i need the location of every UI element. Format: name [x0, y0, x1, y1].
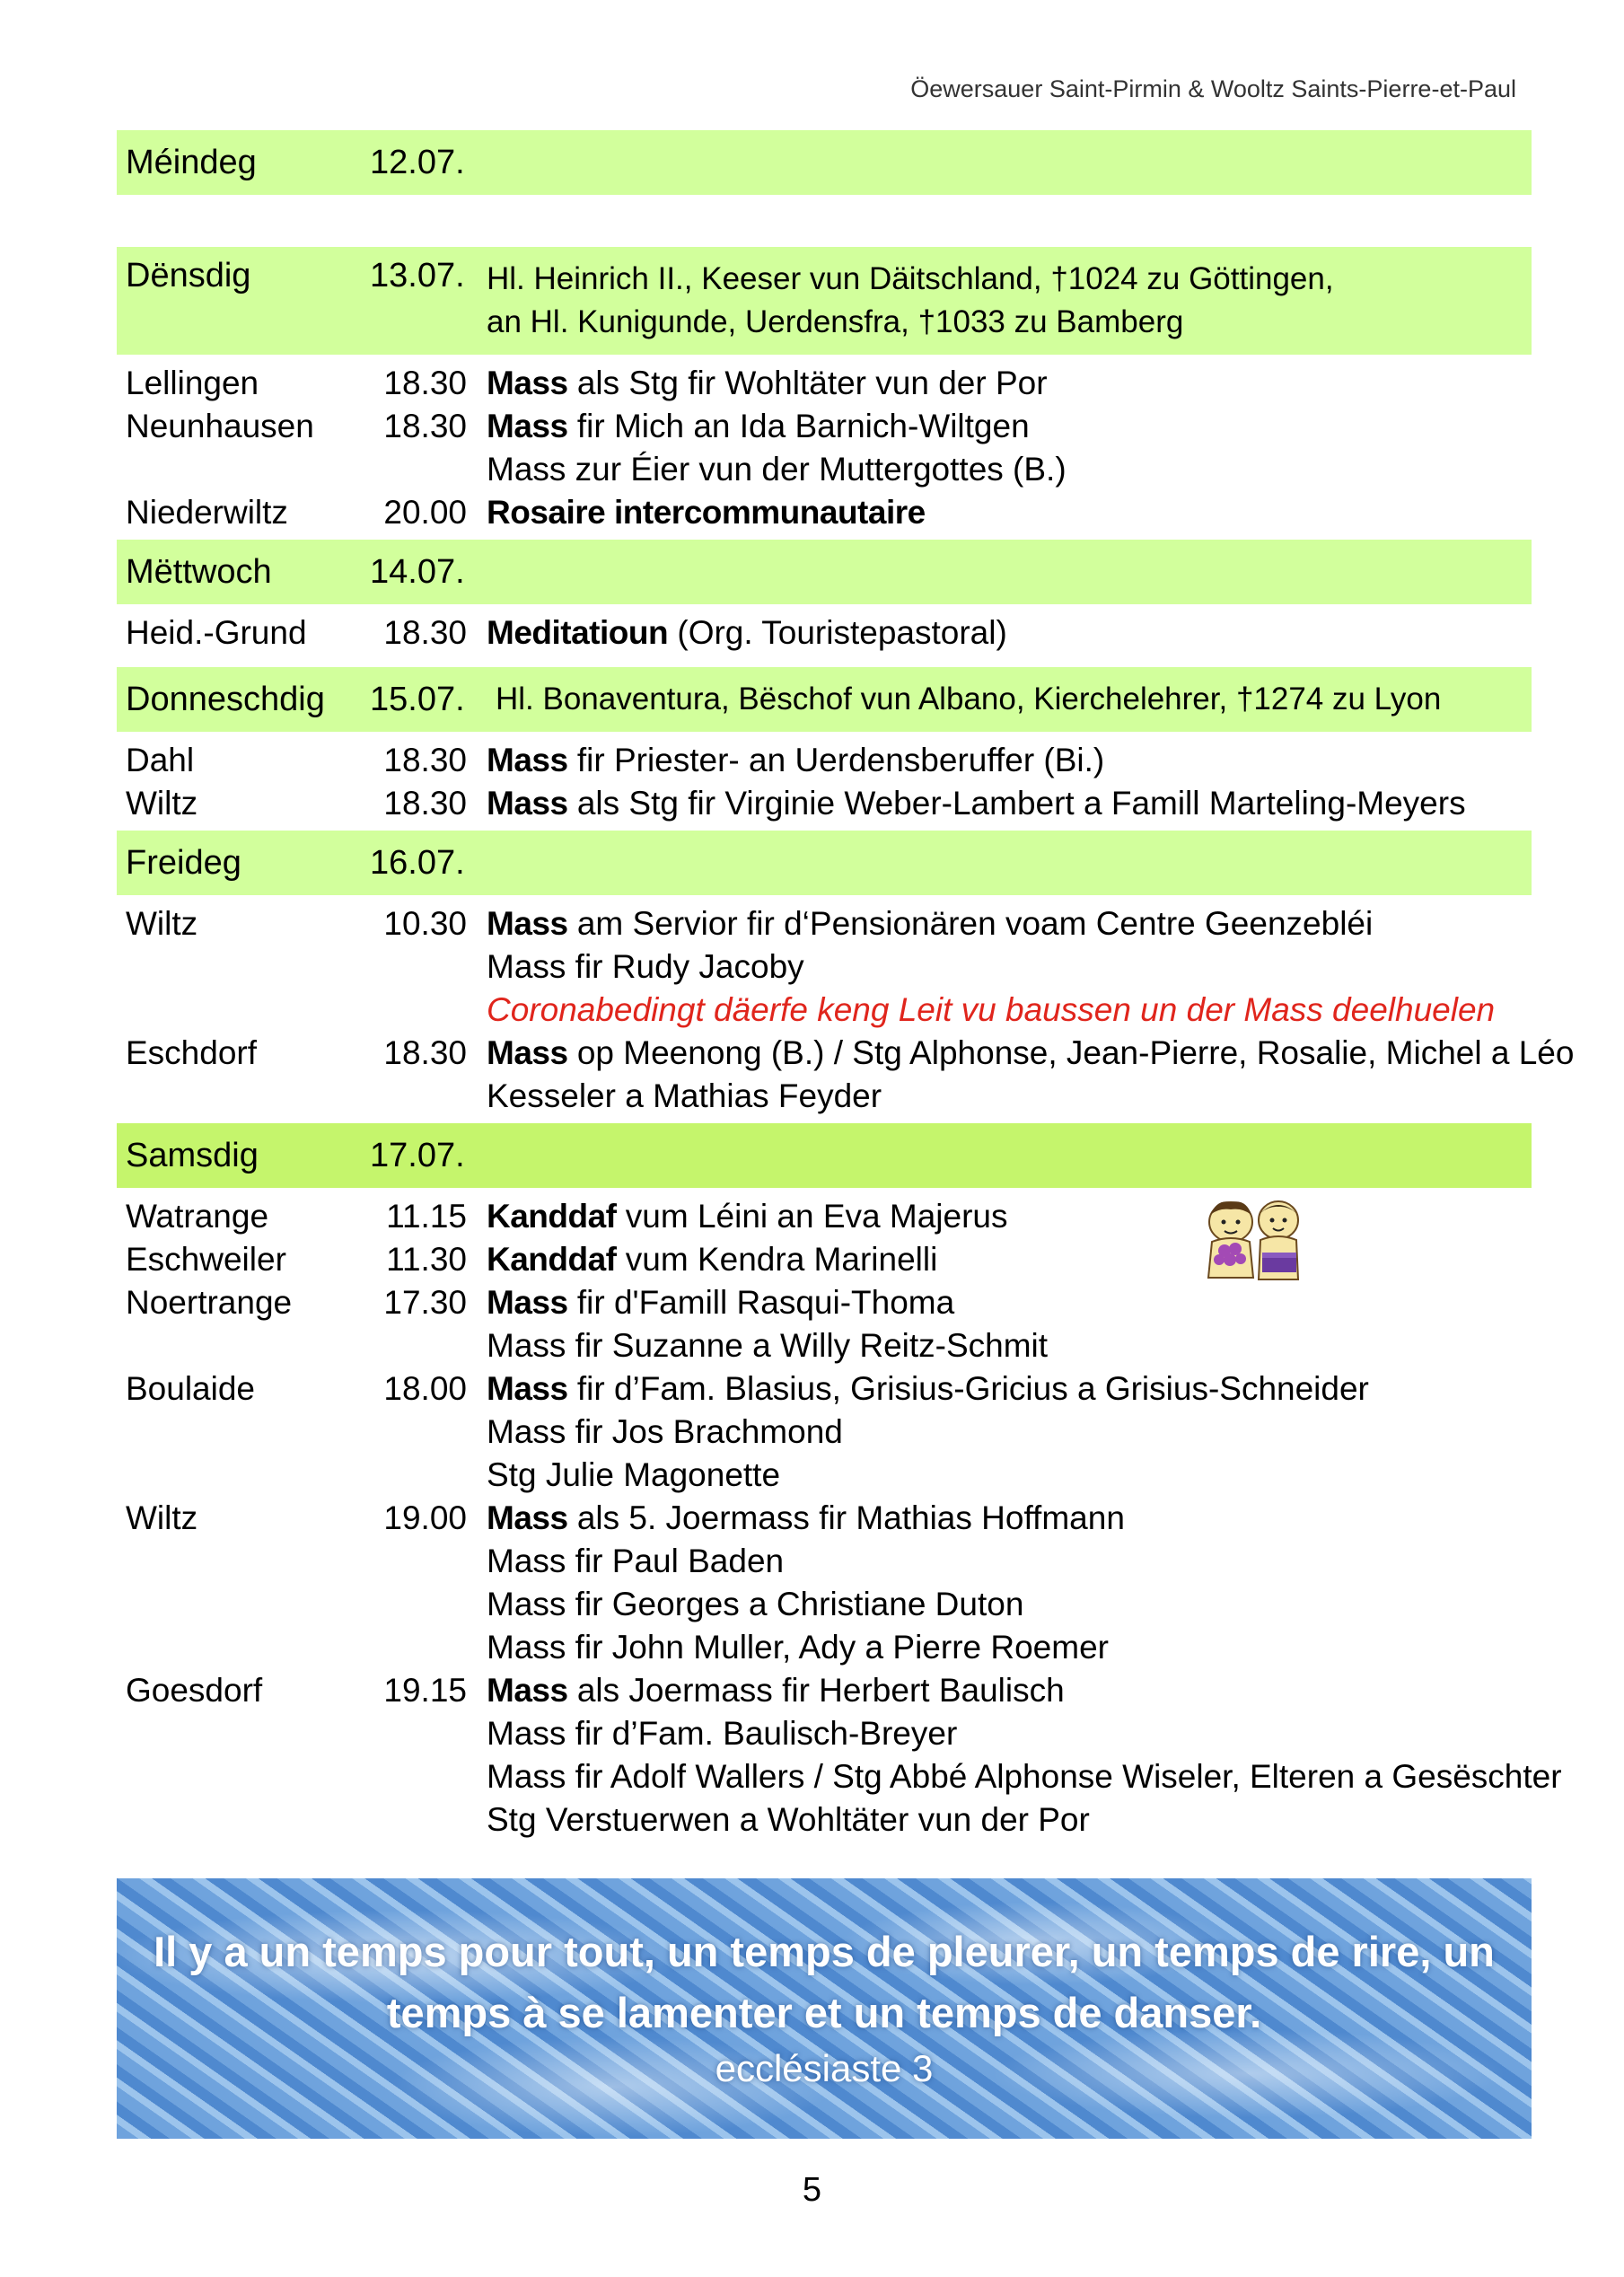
place: Watrange [126, 1198, 269, 1235]
time: 18.30 [383, 408, 467, 444]
service-detail: als Joermass fir Herbert Baulisch [567, 1672, 1065, 1709]
service-detail: Mass fir d’Fam. Baulisch-Breyer [487, 1715, 958, 1752]
list-item [126, 1540, 1532, 1583]
service-type: Mass [487, 1672, 568, 1709]
service-type: Mass [487, 905, 568, 942]
saint-of-day: Hl. Heinrich II., Keeser vun Däitschland, †1024 zu Göttingen, an Hl. Kunigunde, Uerdensfra, †1033 zu Bamberg [487, 261, 1334, 339]
service-detail: Mass fir John Muller, Ady a Pierre Roemer [487, 1629, 1109, 1666]
list-item [126, 1032, 1575, 1075]
service-detail: Mass fir Rudy Jacoby [487, 948, 804, 985]
place: Noertrange [126, 1284, 293, 1321]
day-header-monday [117, 130, 1532, 195]
list-item [126, 611, 1532, 655]
list-item [126, 1411, 1532, 1454]
quote-banner [117, 1878, 1532, 2139]
time: 20.00 [383, 494, 467, 531]
service-detail: Kesseler a Mathias Feyder [487, 1077, 882, 1114]
service-detail: vum Kendra Marinelli [616, 1241, 938, 1278]
service-detail: Mass fir Suzanne a Willy Reitz-Schmit [487, 1327, 1049, 1364]
service-detail: fir Mich an Ida Barnich-Wiltgen [567, 408, 1030, 444]
place: Lellingen [126, 365, 259, 401]
place: Dahl [126, 742, 195, 778]
list-item [126, 1583, 1532, 1626]
service-detail: Mass fir Georges a Christiane Duton [487, 1586, 1024, 1622]
list-item [126, 448, 1532, 491]
day-name: Méindeg [126, 143, 257, 181]
day-header-tuesday [117, 247, 1532, 355]
baptism-couple-illustration [1190, 1195, 1316, 1289]
place: Boulaide [126, 1370, 256, 1407]
service-detail: Mass fir Jos Brachmond [487, 1413, 843, 1450]
time: 19.15 [383, 1672, 467, 1709]
service-type: Mass [487, 408, 568, 444]
service-type: Mass [487, 1370, 568, 1407]
page-header: Öewersauer Saint-Pirmin & Wooltz Saints-Pierre-et-Paul [910, 75, 1516, 102]
list-item [126, 1367, 1532, 1411]
list-item [126, 902, 1532, 945]
day-date: 13.07. [370, 257, 465, 295]
list-item [126, 945, 1532, 989]
service-type: Mass [487, 365, 568, 401]
service-type: Kanddaf [487, 1198, 617, 1235]
service-type: Mass [487, 1284, 568, 1321]
day-name: Samsdig [126, 1136, 259, 1174]
covid-notice: Coronabedingt däerfe keng Leit vu baussen un der Mass deelhuelen [487, 991, 1496, 1028]
list-item [126, 1798, 1532, 1842]
day-header-friday [117, 831, 1532, 895]
day-date: 15.07. [370, 680, 465, 718]
service-type: Mass [487, 785, 568, 822]
time: 10.30 [383, 905, 467, 942]
service-type: Mass [487, 742, 568, 778]
list-item [126, 405, 1532, 448]
place: Eschweiler [126, 1241, 286, 1278]
schedule [117, 130, 1575, 1847]
service-type: Meditatioun [487, 614, 669, 651]
list-item [126, 1238, 1532, 1281]
list-item [126, 739, 1532, 782]
list-item [126, 1454, 1532, 1497]
service-type: Mass [487, 1499, 568, 1536]
service-detail: (Org. Touristepastoral) [668, 614, 1007, 651]
service-detail: fir Priester- an Uerdensberuffer (Bi.) [567, 742, 1105, 778]
list-item [126, 989, 1532, 1032]
place: Goesdorf [126, 1672, 263, 1709]
list-item [126, 782, 1532, 825]
service-detail: Stg Julie Magonette [487, 1456, 781, 1493]
list-item [126, 1281, 1532, 1324]
list-item [126, 1075, 1532, 1118]
list-item [126, 1497, 1532, 1540]
service-detail: vum Léini an Eva Majerus [616, 1198, 1008, 1235]
service-detail: op Meenong (B.) / Stg Alphonse, Jean-Pierre, Rosalie, Michel a Léo [567, 1034, 1575, 1071]
time: 18.30 [383, 365, 467, 401]
time: 18.30 [383, 742, 467, 778]
service-detail: fir d’Fam. Blasius, Grisius-Gricius a Grisius-Schneider [567, 1370, 1369, 1407]
day-date: 17.07. [370, 1136, 465, 1174]
time: 17.30 [383, 1284, 467, 1321]
list-item [126, 1755, 1562, 1798]
time: 18.00 [383, 1370, 467, 1407]
service-detail: Mass fir Adolf Wallers / Stg Abbé Alphonse Wiseler, Elteren a Gesëschter [487, 1758, 1562, 1795]
list-item [126, 362, 1532, 405]
thursday-entries [117, 739, 1532, 825]
time: 11.15 [386, 1198, 467, 1235]
time: 18.30 [383, 1034, 467, 1071]
service-detail: als Stg fir Virginie Weber-Lambert a Famill Marteling-Meyers [567, 785, 1466, 822]
day-header-saturday [117, 1123, 1532, 1188]
day-name: Freideg [126, 843, 241, 882]
list-item [126, 491, 1532, 534]
wednesday-entries [117, 611, 1532, 655]
service-detail: als 5. Joermass fir Mathias Hoffmann [567, 1499, 1125, 1536]
day-name: Donneschdig [126, 680, 325, 718]
service-detail: Stg Verstuerwen a Wohltäter vun der Por [487, 1801, 1090, 1838]
service-type: Rosaire intercommunautaire [487, 494, 926, 531]
place: Niederwiltz [126, 494, 288, 531]
service-detail: Mass zur Éier vun der Muttergottes (B.) [487, 451, 1067, 488]
day-date: 12.07. [370, 143, 465, 181]
list-item [126, 1712, 1532, 1755]
list-item [126, 1195, 1532, 1238]
place: Eschdorf [126, 1034, 258, 1071]
day-date: 16.07. [370, 843, 465, 882]
service-detail: als Stg fir Wohltäter vun der Por [567, 365, 1048, 401]
time: 11.30 [386, 1241, 467, 1278]
place: Wiltz [126, 905, 198, 942]
quote-text: Il y a un temps pour tout, un temps de pleurer, un temps de rire, un temps à se lamenter et un temps de danser. [154, 1928, 1495, 2036]
list-item [126, 1626, 1532, 1669]
page-number: 5 [802, 2171, 822, 2209]
day-name: Mëttwoch [126, 552, 272, 591]
day-header-wednesday [117, 540, 1532, 604]
quote-reference: ecclésiaste 3 [715, 2047, 934, 2089]
time: 18.30 [383, 785, 467, 822]
place: Wiltz [126, 785, 198, 822]
saint-of-day: Hl. Bonaventura, Bëschof vun Albano, Kierchelehrer, †1274 zu Lyon [496, 681, 1442, 717]
service-detail: am Servior fir d‘Pensionären voam Centre Geenzebléi [567, 905, 1374, 942]
list-item [126, 1324, 1532, 1367]
saturday-entries [117, 1195, 1562, 1842]
friday-entries [117, 902, 1575, 1118]
service-detail: Mass fir Paul Baden [487, 1543, 785, 1579]
service-type: Mass [487, 1034, 568, 1071]
time: 19.00 [383, 1499, 467, 1536]
tuesday-entries [117, 362, 1532, 534]
time: 18.30 [383, 614, 467, 651]
day-name: Dënsdig [126, 257, 251, 295]
day-header-thursday [117, 667, 1532, 732]
place: Neunhausen [126, 408, 314, 444]
place: Wiltz [126, 1499, 198, 1536]
day-date: 14.07. [370, 552, 465, 591]
service-detail: fir d'Famill Rasqui-Thoma [567, 1284, 955, 1321]
place: Heid.-Grund [126, 614, 307, 651]
service-type: Kanddaf [487, 1241, 617, 1278]
list-item [126, 1669, 1532, 1712]
